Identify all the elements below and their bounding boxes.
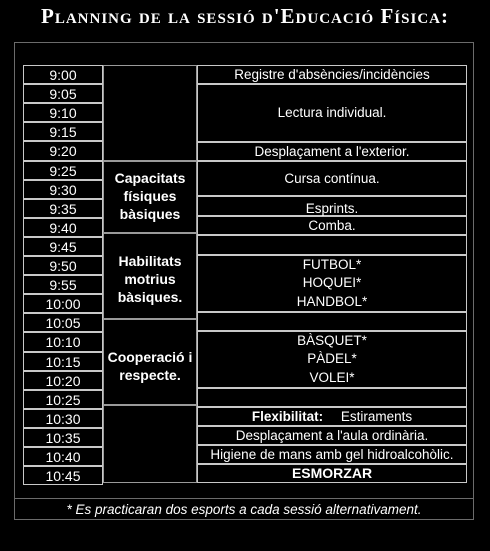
time-slot: 9:40 [23, 218, 103, 237]
time-slot: 10:05 [23, 313, 103, 332]
time-slot: 9:30 [23, 180, 103, 199]
time-slot: 10:20 [23, 371, 103, 390]
time-slot: 9:20 [23, 141, 103, 160]
mid-empty-2 [103, 405, 197, 483]
block-cooperacio-label: Cooperació i respecte. [107, 349, 193, 383]
activity-hoquei: HOQUEI* [197, 274, 467, 293]
block-habilitats-label: Habilitats motrius bàsiques. [117, 253, 183, 305]
activity-futbol: FUTBOL* [197, 255, 467, 274]
flexibilitat-label: Flexibilitat [251, 409, 319, 424]
time-slot: 9:55 [23, 275, 103, 294]
time-slot: 10:35 [23, 428, 103, 447]
time-slot: 9:00 [23, 65, 103, 84]
activity-volei: VOLEI* [197, 369, 467, 388]
block-capacitats [103, 161, 197, 233]
activity-esprints: Esprints. [197, 196, 467, 216]
estiraments-label: Estiraments [340, 409, 413, 424]
time-slot: 10:30 [23, 409, 103, 428]
activity-basquet: BÀSQUET* [197, 331, 467, 350]
block-habilitats [103, 233, 197, 319]
time-slot: 10:15 [23, 352, 103, 371]
time-slot: 9:10 [23, 103, 103, 122]
activity-desplacament-exterior: Desplaçament a l'exterior. [197, 142, 467, 161]
block-cooperacio [103, 319, 197, 405]
mid-empty-1 [103, 65, 197, 161]
time-slot: 10:10 [23, 332, 103, 351]
flexibilitat-colon: : [318, 409, 324, 424]
activity-flexibilitat [197, 407, 467, 426]
activity-cursa: Cursa contínua. [197, 161, 467, 196]
activity-registre: Registre d'absències/incidències [197, 65, 467, 84]
activity-empty-1 [197, 235, 467, 255]
time-slot: 10:25 [23, 390, 103, 409]
activity-higiene: Higiene de mans amb gel hidroalcohòlic. [197, 445, 467, 464]
footnote: * Es practicaran dos esports a cada sessió alternativament. [14, 498, 474, 521]
page-title: Planning de la sessió d'Educació Física: [41, 4, 449, 28]
time-slot: 10:00 [23, 294, 103, 313]
activity-lectura: Lectura individual. [197, 84, 467, 142]
activity-desplacament-aula: Desplaçament a l'aula ordinària. [197, 426, 467, 445]
time-slot: 10:40 [23, 447, 103, 466]
time-slot: 9:15 [23, 122, 103, 141]
activity-esmorzar: ESMORZAR [197, 464, 467, 483]
time-slot: 9:45 [23, 237, 103, 256]
activity-comba: Comba. [197, 216, 467, 235]
activity-padel: PÀDEL* [197, 350, 467, 369]
block-capacitats-label: Capacitats físiques bàsiques [114, 170, 186, 222]
time-slot: 10:45 [23, 466, 103, 485]
activity-empty-3 [197, 388, 467, 407]
activity-empty-2 [197, 312, 467, 331]
activity-handbol: HANDBOL* [197, 293, 467, 312]
time-slot: 9:35 [23, 199, 103, 218]
time-slot: 9:50 [23, 256, 103, 275]
time-slot: 9:05 [23, 84, 103, 103]
time-slot: 9:25 [23, 161, 103, 180]
